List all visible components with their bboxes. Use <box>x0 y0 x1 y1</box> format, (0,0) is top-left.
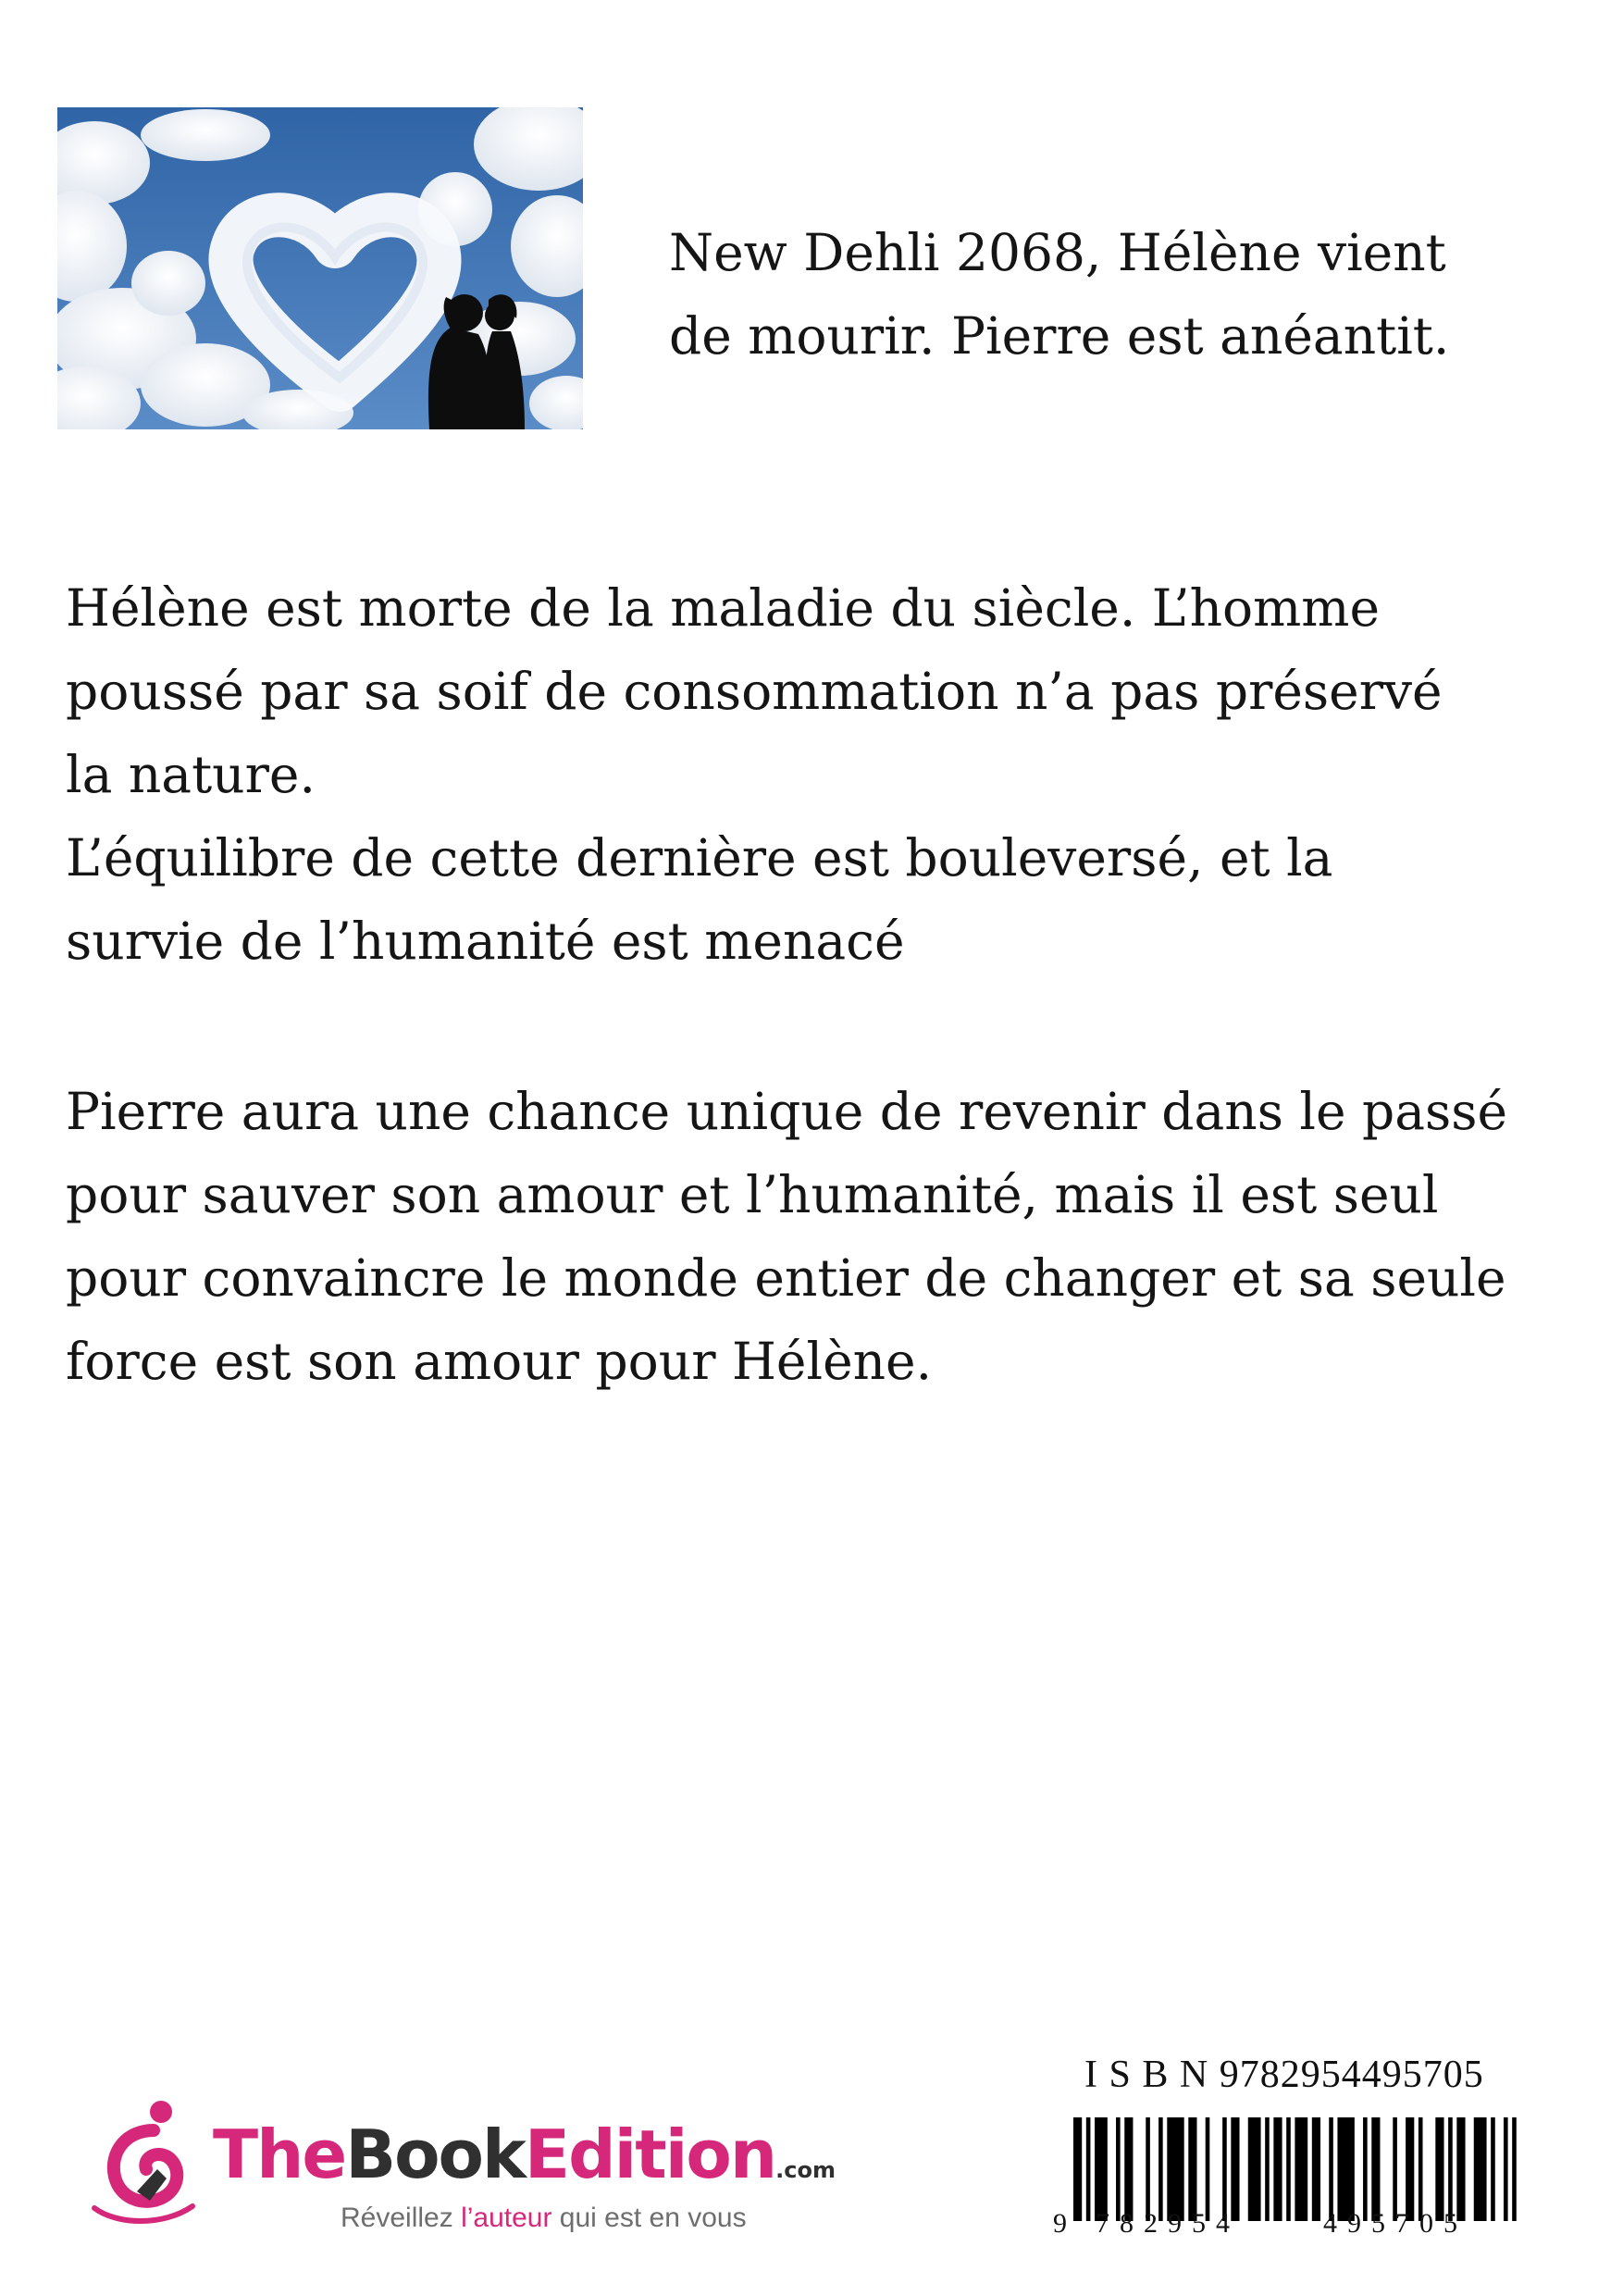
paragraph-line: poussé par sa soif de consommation n’a pas préservé <box>66 662 1443 721</box>
barcode-digits-group-1: 782954 <box>1096 2208 1240 2239</box>
synopsis-paragraph-1 <box>66 566 1565 983</box>
barcode-bar <box>1095 2117 1108 2221</box>
barcode-bar <box>1116 2117 1121 2221</box>
barcode-bar <box>1329 2117 1333 2221</box>
publisher-name <box>213 2116 836 2193</box>
barcode-bar <box>1158 2117 1163 2221</box>
intro-text <box>669 211 1502 378</box>
barcode-bar <box>1491 2117 1495 2221</box>
intro-line: de mourir. Pierre est anéantit. <box>669 306 1450 366</box>
barcode <box>1073 2117 1525 2221</box>
publisher-logo <box>89 2099 848 2247</box>
barcode-bar <box>1222 2117 1227 2221</box>
barcode-bar <box>1504 2117 1508 2221</box>
publisher-name-edition: Edition <box>524 2116 776 2193</box>
paragraph-line: Hélène est morte de la maladie du siècle. L’homme <box>66 578 1381 638</box>
barcode-digits <box>1053 2208 1534 2245</box>
barcode-bar <box>1512 2117 1517 2221</box>
barcode-bar <box>1073 2117 1082 2221</box>
barcode-bar <box>1393 2117 1397 2221</box>
barcode-bar <box>1448 2117 1453 2221</box>
paragraph-line: Pierre aura une chance unique de revenir dans le passé <box>66 1082 1508 1141</box>
publisher-tagline <box>341 2203 747 2234</box>
barcode-bar <box>1363 2117 1368 2221</box>
barcode-bar <box>1295 2117 1307 2221</box>
barcode-bar <box>1086 2117 1091 2221</box>
cover-photo <box>57 107 583 429</box>
barcode-bar <box>1406 2117 1414 2221</box>
publisher-name-the: The <box>213 2116 346 2193</box>
paragraph-line: pour convaincre le monde entier de changer et sa seule <box>66 1248 1506 1308</box>
barcode-bar <box>1371 2117 1380 2221</box>
barcode-bar <box>1286 2117 1291 2221</box>
barcode-bar <box>1206 2117 1210 2221</box>
barcode-bar <box>1167 2117 1183 2221</box>
tagline-accent: l’auteur <box>461 2203 552 2233</box>
paragraph-line: L’équilibre de cette dernière est bouleversé, et la <box>66 828 1333 887</box>
barcode-bar <box>1265 2117 1270 2221</box>
barcode-bar <box>1188 2117 1196 2221</box>
person-swirl-icon <box>89 2099 202 2228</box>
isbn-label: I S B N 9782954495705 <box>1084 2054 1484 2096</box>
synopsis-paragraph-2 <box>66 1070 1565 1403</box>
barcode-digit-first: 9 <box>1053 2208 1077 2239</box>
barcode-bar <box>1273 2117 1282 2221</box>
barcode-bar <box>1474 2117 1487 2221</box>
barcode-bar <box>1124 2117 1133 2221</box>
barcode-bar <box>1337 2117 1354 2221</box>
paragraph-line: pour sauver son amour et l’humanité, mais il est seul <box>66 1165 1439 1224</box>
intro-line: New Dehli 2068, Hélène vient <box>669 223 1446 282</box>
publisher-name-suffix: .com <box>775 2157 836 2183</box>
barcode-bar <box>1312 2117 1320 2221</box>
barcode-bar <box>1248 2117 1261 2221</box>
paragraph-line: la nature. <box>66 745 316 804</box>
barcode-bar <box>1419 2117 1423 2221</box>
paragraph-line: survie de l’humanité est menacé <box>66 912 905 971</box>
tagline-before: Réveillez <box>341 2203 462 2233</box>
publisher-name-book: Book <box>345 2116 525 2193</box>
barcode-bar <box>1146 2117 1150 2221</box>
barcode-bar <box>1435 2117 1443 2221</box>
tagline-after: qui est en vous <box>551 2203 747 2233</box>
paragraph-line: force est son amour pour Hélène. <box>66 1332 933 1391</box>
barcode-digits-group-2: 495705 <box>1323 2208 1468 2239</box>
barcode-bar <box>1231 2117 1239 2221</box>
barcode-bar <box>1456 2117 1465 2221</box>
